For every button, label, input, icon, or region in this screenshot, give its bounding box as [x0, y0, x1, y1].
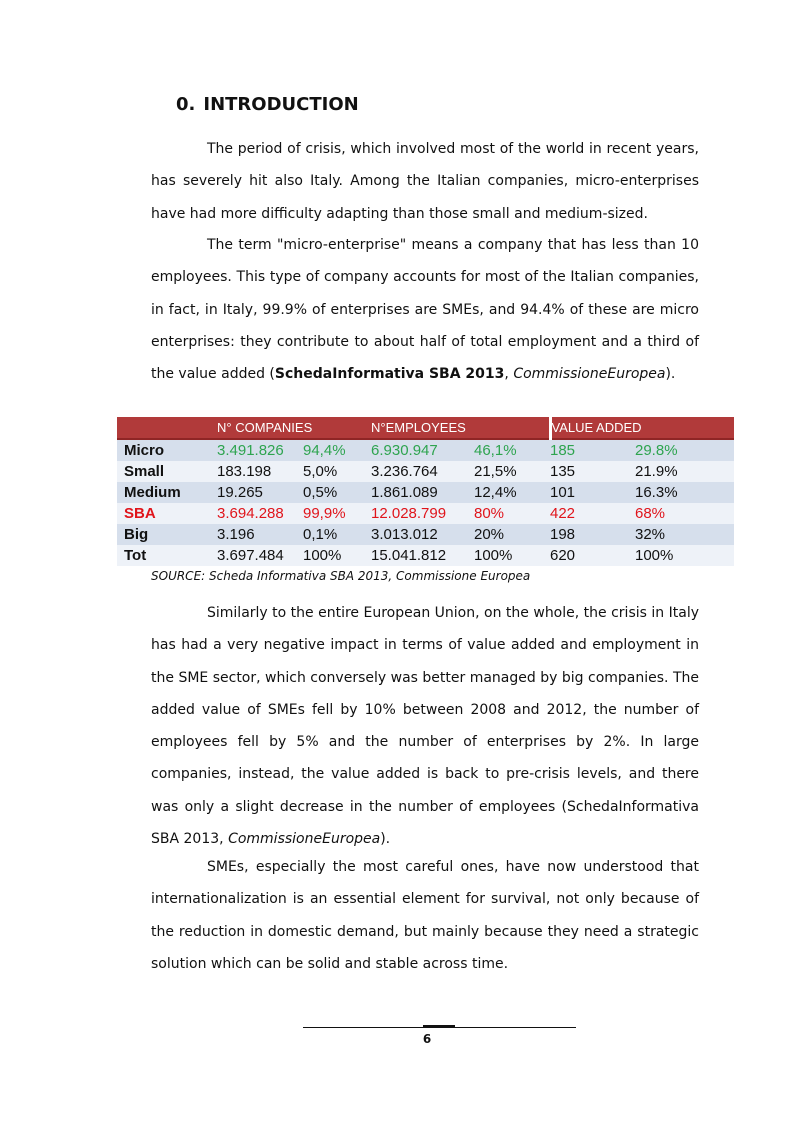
table-cell: 198: [550, 524, 635, 545]
citation-end: ).: [665, 366, 676, 383]
table-cell: 5,0%: [303, 461, 371, 482]
table-cell: 135: [550, 461, 635, 482]
table-cell: 21.9%: [635, 461, 734, 482]
table-cell: 422: [550, 503, 635, 524]
citation-separator: ,: [219, 831, 229, 848]
table-cell: 3.236.764: [371, 461, 474, 482]
citation-end: ).: [380, 831, 391, 848]
table-cell: 3.694.288: [217, 503, 303, 524]
table-cell-label: Medium: [117, 482, 217, 503]
table-row-big: [117, 524, 734, 545]
table-row-medium: [117, 482, 734, 503]
table-cell: 3.013.012: [371, 524, 474, 545]
table-source: SOURCE: Scheda Informativa SBA 2013, Commissione Europea: [151, 569, 531, 583]
section-number: 0.: [176, 94, 196, 115]
table-cell: 3.491.826: [217, 439, 303, 461]
citation-bold: SchedaInformativa SBA 2013: [274, 366, 505, 383]
table-cell: 3.196: [217, 524, 303, 545]
table-cell: 620: [550, 545, 635, 566]
table-cell: 99,9%: [303, 503, 371, 524]
table-cell: 15.041.812: [371, 545, 474, 566]
section-heading: [176, 94, 359, 115]
table-cell: 3.697.484: [217, 545, 303, 566]
table-cell: 185: [550, 439, 635, 461]
table-cell: 0,5%: [303, 482, 371, 503]
table-row-micro: [117, 439, 734, 461]
table-cell: 29.8%: [635, 439, 734, 461]
paragraph-crisis-text: The period of crisis, which involved most of the world in recent years, has severely hit also Italy. Among the Italian companies, micro-enterprises have had more difficulty adapting than those small and medium-sized.: [151, 141, 699, 222]
table-cell: 12.028.799: [371, 503, 474, 524]
page-number: 6: [422, 1032, 432, 1046]
table-cell: 12,4%: [474, 482, 550, 503]
paragraph-internationalization: [151, 851, 699, 980]
table-cell: 1.861.089: [371, 482, 474, 503]
table-cell: 183.198: [217, 461, 303, 482]
paragraph-micro-enterprise-text: The term "micro-enterprise" means a company that has less than 10 employees. This type of company accounts for most of the Italian companies, in fact, in Italy, 99.9% of enterprises are SMEs, and 94.4% of these are micro enterprises: they contribute to about half of total employment and a third of the value added (: [151, 237, 699, 383]
table-cell: 32%: [635, 524, 734, 545]
table-cell-label: Big: [117, 524, 217, 545]
table-row-small: [117, 461, 734, 482]
table-cell-label: SBA: [117, 503, 217, 524]
table-cell: 100%: [474, 545, 550, 566]
table-cell: 20%: [474, 524, 550, 545]
header-employees: N°EMPLOYEES: [371, 417, 550, 439]
citation-italic: CommissioneEuropea: [513, 366, 666, 383]
table-cell-label: Micro: [117, 439, 217, 461]
header-companies: N° COMPANIES: [217, 417, 371, 439]
table-cell: 19.265: [217, 482, 303, 503]
paragraph-eu-comparison-text: Similarly to the entire European Union, on the whole, the crisis in Italy has had a very negative impact in terms of value added and employment in the SME sector, which conversely was better managed by big companies. The added value of SMEs fell by 10% between 2008 and 2012, the number of employees fell by 5% and the number of enterprises by 2%. In large companies, instead, the value added is back to pre-crisis levels, and there was only a slight decrease in the number of employees (SchedaInformativa SBA 2013: [151, 605, 699, 848]
table-cell: 0,1%: [303, 524, 371, 545]
citation-separator: ,: [504, 366, 514, 383]
table-cell: 16.3%: [635, 482, 734, 503]
paragraph-internationalization-text: SMEs, especially the most careful ones, have now understood that internationalization is an essential element for survival, not only because of the reduction in domestic demand, but mainly because they need a strategic solution which can be solid and stable across time.: [151, 859, 699, 972]
table-cell-label: Small: [117, 461, 217, 482]
table-header-cell: [117, 417, 217, 439]
section-title: INTRODUCTION: [203, 94, 359, 115]
table-cell: 21,5%: [474, 461, 550, 482]
header-value-added: VALUE ADDED: [550, 417, 734, 439]
paragraph-eu-comparison: [151, 597, 699, 855]
citation-italic: CommissioneEuropea: [228, 831, 381, 848]
paragraph-micro-enterprise: [151, 229, 699, 390]
paragraph-crisis: [151, 133, 699, 230]
table-cell: 46,1%: [474, 439, 550, 461]
table-cell: 101: [550, 482, 635, 503]
table-cell: 100%: [635, 545, 734, 566]
table-cell: 68%: [635, 503, 734, 524]
table-cell: 80%: [474, 503, 550, 524]
table-cell: 94,4%: [303, 439, 371, 461]
enterprises-table: [117, 417, 734, 566]
table-header-row: [117, 417, 734, 439]
table-cell-label: Tot: [117, 545, 217, 566]
table-row-tot: [117, 545, 734, 566]
footer-rule: [303, 1027, 576, 1028]
table-row-sba: [117, 503, 734, 524]
table-cell: 6.930.947: [371, 439, 474, 461]
table-cell: 100%: [303, 545, 371, 566]
footer-rule-accent: [423, 1025, 455, 1027]
